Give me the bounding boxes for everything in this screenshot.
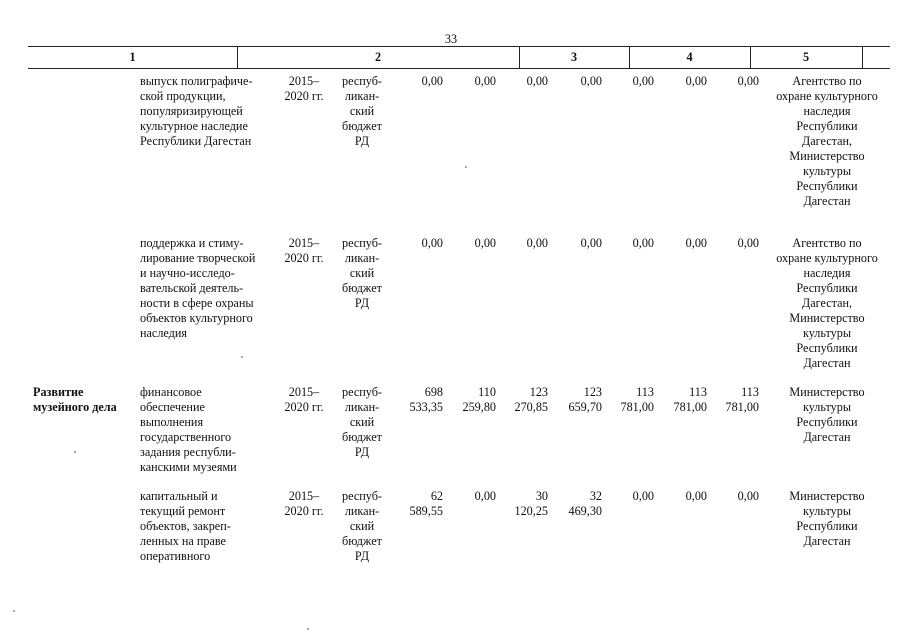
value-cell-1-line: 698 [424, 385, 443, 399]
value-cell-4-line: 123 [583, 385, 602, 399]
activity-text-line: ности в сфере охраны [140, 296, 254, 310]
executor-text-line: охране культурного [776, 89, 878, 103]
header-col-1: 1 [129, 50, 136, 64]
activity-text [140, 489, 270, 564]
funding-source-line: бюджет [342, 281, 382, 295]
section-title [33, 385, 133, 415]
value-cell-7-line: 0,00 [737, 489, 759, 503]
section-title-line: Развитие [33, 385, 84, 399]
value-cell-1-line: 533,35 [409, 400, 443, 414]
activity-text-line: ской продукции, [140, 89, 226, 103]
executor-text-line: наследия [803, 104, 851, 118]
period-cell-line: 2015– [288, 236, 320, 250]
activity-text [140, 385, 270, 475]
header-divider-5 [862, 47, 863, 68]
value-cell-1-line: 0,00 [421, 74, 443, 88]
value-cell-1-line: 62 [430, 489, 443, 503]
value-cell-6 [652, 74, 707, 89]
executor-text-line: Министерство [789, 149, 865, 163]
executor-text-line: культуры [802, 504, 852, 518]
funding-source-line: РД [354, 134, 370, 148]
executor-text-line: Дагестан, [801, 134, 853, 148]
period-cell [278, 236, 330, 266]
period-cell-line: 2015– [288, 74, 320, 88]
header-col-4: 4 [686, 50, 693, 64]
executor-text-line: Министерство [789, 385, 865, 399]
executor-text-line: культуры [802, 400, 852, 414]
value-cell-3-line: 120,25 [514, 504, 548, 518]
activity-text-line: вательской деятель- [140, 281, 244, 295]
funding-source-line: ский [349, 519, 375, 533]
header-top-rule [28, 46, 890, 47]
value-cell-6-line: 113 [689, 385, 707, 399]
value-cell-5-line: 113 [636, 385, 654, 399]
value-cell-6-line: 781,00 [673, 400, 707, 414]
funding-source-line: ликан- [344, 89, 380, 103]
value-cell-2-line: 110 [478, 385, 496, 399]
value-cell-7 [704, 236, 759, 251]
activity-text-line: и научно-исследо- [140, 266, 235, 280]
activity-text-line: капитальный и [140, 489, 218, 503]
value-cell-4-line: 0,00 [580, 74, 602, 88]
funding-source-line: ский [349, 266, 375, 280]
period-cell-line: 2020 гг. [284, 504, 324, 518]
executor-text-line: Агентство по [792, 236, 862, 250]
value-cell-5 [599, 385, 654, 415]
funding-source-line: бюджет [342, 534, 382, 548]
period-cell-line: 2020 гг. [284, 251, 324, 265]
activity-text-line: текущий ремонт [140, 504, 226, 518]
executor-text-line: Дагестан [803, 356, 851, 370]
funding-source [332, 385, 392, 460]
header-bottom-rule [28, 68, 890, 69]
value-cell-6 [652, 489, 707, 504]
value-cell-6-line: 0,00 [685, 74, 707, 88]
executor-text-line: Республики [796, 281, 858, 295]
activity-text-line: обеспечение [140, 400, 205, 414]
executor-text-line: Дагестан [803, 430, 851, 444]
funding-source-line: респуб- [342, 385, 382, 399]
value-cell-7-line: 781,00 [725, 400, 759, 414]
section-title-line: музейного дела [33, 400, 117, 414]
activity-text-line: популяризирующей [140, 104, 243, 118]
activity-text-line: объектов культурного [140, 311, 253, 325]
activity-text-line: Республики Дагестан [140, 134, 252, 148]
executor-text-line: Дагестан, [801, 296, 853, 310]
header-col-3: 3 [570, 50, 578, 64]
activity-text-line: объектов, закреп- [140, 519, 231, 533]
funding-source-line: респуб- [342, 236, 382, 250]
period-cell-line: 2015– [288, 489, 320, 503]
value-cell-3-line: 0,00 [526, 74, 548, 88]
scan-speck [74, 451, 76, 453]
period-cell [278, 489, 330, 519]
executor-text-line: Дагестан [803, 534, 851, 548]
funding-source-line: ский [349, 415, 375, 429]
scan-speck [465, 166, 467, 168]
scan-speck [307, 628, 309, 630]
funding-source-line: респуб- [342, 489, 382, 503]
activity-text-line: поддержка и стиму- [140, 236, 244, 250]
funding-source-line: ликан- [344, 251, 380, 265]
activity-text-line: финансовое [140, 385, 202, 399]
value-cell-7 [704, 74, 759, 89]
value-cell-2-line: 259,80 [462, 400, 496, 414]
value-cell-7 [704, 385, 759, 415]
value-cell-6-line: 0,00 [685, 236, 707, 250]
value-cell-4-line: 469,30 [568, 504, 602, 518]
activity-text-line: оперативного [140, 549, 211, 563]
activity-text-line: выполнения [140, 415, 204, 429]
executor-text [766, 385, 888, 445]
value-cell-4-line: 32 [589, 489, 602, 503]
period-cell-line: 2020 гг. [284, 89, 324, 103]
executor-text-line: наследия [803, 266, 851, 280]
executor-text-line: охране культурного [776, 251, 878, 265]
executor-text [766, 236, 888, 371]
value-cell-5-line: 0,00 [632, 236, 654, 250]
executor-text-line: культуры [802, 326, 852, 340]
activity-text-line: канскими музеями [140, 460, 237, 474]
value-cell-5-line: 0,00 [632, 489, 654, 503]
value-cell-5 [599, 489, 654, 504]
executor-text-line: культуры [802, 164, 852, 178]
executor-text-line: Министерство [789, 489, 865, 503]
funding-source-line: бюджет [342, 430, 382, 444]
value-cell-7-line: 0,00 [737, 74, 759, 88]
value-cell-3 [493, 74, 548, 89]
funding-source-line: РД [354, 296, 370, 310]
period-cell-line: 2020 гг. [284, 400, 324, 414]
executor-text-line: Республики [796, 415, 858, 429]
value-cell-1 [388, 489, 443, 519]
executor-text [766, 489, 888, 549]
executor-text-line: Республики [796, 519, 858, 533]
funding-source-line: респуб- [342, 74, 382, 88]
value-cell-3-line: 270,85 [514, 400, 548, 414]
value-cell-2 [441, 489, 496, 504]
value-cell-3-line: 30 [535, 489, 548, 503]
value-cell-2 [441, 385, 496, 415]
executor-text-line: Республики [796, 179, 858, 193]
value-cell-6 [652, 236, 707, 251]
funding-source-line: ский [349, 104, 375, 118]
funding-source-line: бюджет [342, 119, 382, 133]
value-cell-4-line: 659,70 [568, 400, 602, 414]
value-cell-2-line: 0,00 [474, 489, 496, 503]
activity-text [140, 74, 270, 149]
scan-speck [13, 610, 15, 612]
activity-text-line: государственного [140, 430, 232, 444]
executor-text-line: Республики [796, 341, 858, 355]
page-number: 33 [444, 32, 458, 46]
value-cell-5 [599, 74, 654, 89]
value-cell-3-line: 123 [529, 385, 548, 399]
funding-source [332, 489, 392, 564]
value-cell-4 [547, 74, 602, 89]
executor-text-line: Агентство по [792, 74, 862, 88]
value-cell-1-line: 0,00 [421, 236, 443, 250]
funding-source-line: ликан- [344, 400, 380, 414]
funding-source-line: РД [354, 445, 370, 459]
funding-source-line: РД [354, 549, 370, 563]
header-col-5: 5 [802, 50, 810, 64]
value-cell-3 [493, 385, 548, 415]
funding-source [332, 236, 392, 311]
period-cell-line: 2015– [288, 385, 320, 399]
value-cell-6-line: 0,00 [685, 489, 707, 503]
period-cell [278, 74, 330, 104]
executor-text [766, 74, 888, 209]
executor-text-line: Дагестан [803, 194, 851, 208]
value-cell-1 [388, 385, 443, 415]
activity-text-line: лирование творческой [140, 251, 256, 265]
funding-source [332, 74, 392, 149]
scan-speck [241, 356, 243, 358]
period-cell [278, 385, 330, 415]
value-cell-4 [547, 489, 602, 519]
value-cell-6 [652, 385, 707, 415]
value-cell-3-line: 0,00 [526, 236, 548, 250]
funding-source-line: ликан- [344, 504, 380, 518]
value-cell-2 [441, 74, 496, 89]
value-cell-1 [388, 74, 443, 89]
value-cell-3 [493, 489, 548, 519]
activity-text [140, 236, 270, 341]
value-cell-3 [493, 236, 548, 251]
value-cell-1-line: 589,55 [409, 504, 443, 518]
value-cell-7-line: 113 [741, 385, 759, 399]
header-col-2: 2 [374, 50, 382, 64]
value-cell-1 [388, 236, 443, 251]
value-cell-4-line: 0,00 [580, 236, 602, 250]
value-cell-7-line: 0,00 [737, 236, 759, 250]
value-cell-4 [547, 385, 602, 415]
executor-text-line: Министерство [789, 311, 865, 325]
value-cell-2-line: 0,00 [474, 236, 496, 250]
value-cell-5 [599, 236, 654, 251]
activity-text-line: наследия [140, 326, 188, 340]
executor-text-line: Республики [796, 119, 858, 133]
value-cell-5-line: 0,00 [632, 74, 654, 88]
value-cell-5-line: 781,00 [620, 400, 654, 414]
value-cell-2 [441, 236, 496, 251]
activity-text-line: выпуск полиграфиче- [140, 74, 253, 88]
value-cell-2-line: 0,00 [474, 74, 496, 88]
value-cell-4 [547, 236, 602, 251]
activity-text-line: ленных на праве [140, 534, 226, 548]
activity-text-line: культурное наследие [140, 119, 248, 133]
value-cell-7 [704, 489, 759, 504]
activity-text-line: задания республи- [140, 445, 236, 459]
